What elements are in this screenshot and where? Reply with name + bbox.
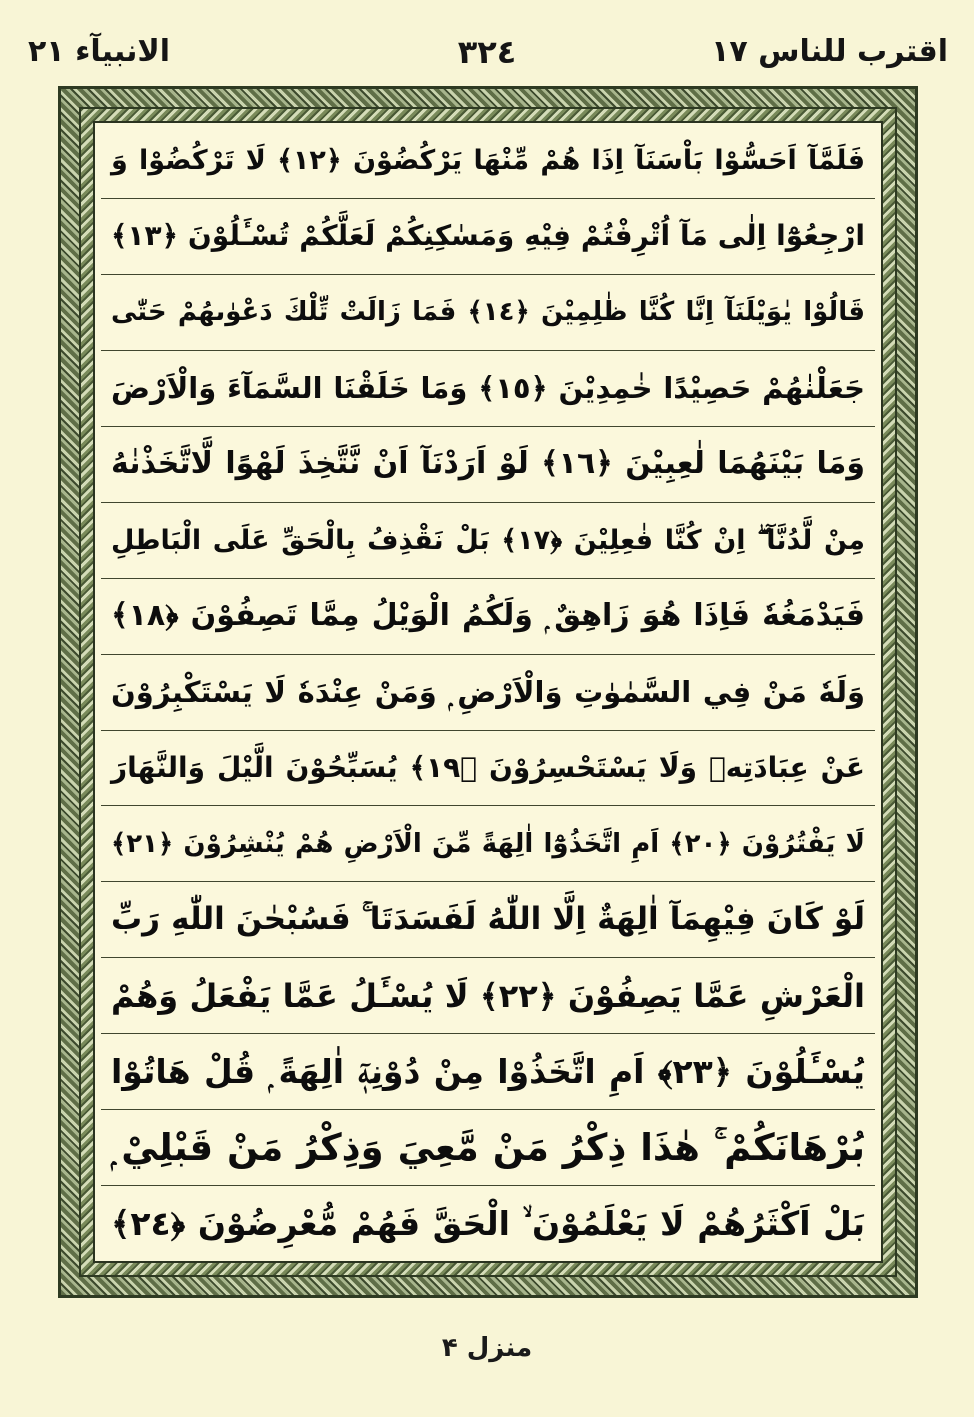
verse-line bbox=[101, 1110, 875, 1186]
juz-title: اقترب للناس ١٧ bbox=[711, 34, 948, 69]
verse-line bbox=[101, 503, 875, 579]
verse-line-text: مِنْ لَّدُنَّآ ۖ اِنْ كُنَّا فٰعِلِيْنَ ﴿١٧﴾ بَلْ نَقْذِفُ بِالْحَقِّ عَلَى الْبَاطِلِ bbox=[111, 524, 865, 556]
verse-line bbox=[101, 199, 875, 275]
verse-line bbox=[101, 427, 875, 503]
verse-line bbox=[101, 275, 875, 351]
verse-line-text: بُرْهَانَكُمْ ۚ هٰذَا ذِكْرُ مَنْ مَّعِيَ وَذِكْرُ مَنْ قَبْلِيْ ۭ bbox=[111, 1126, 865, 1170]
verse-line-text: لَوْ كَانَ فِيْهِمَآ اٰلِهَةٌ اِلَّا اللّٰهُ لَفَسَدَتَا ۚ فَسُبْحٰنَ اللّٰهِ رَبِّ bbox=[111, 901, 865, 938]
verse-line-text: يُسْـَٔلُوْنَ ﴿٢٣﴾ اَمِ اتَّخَذُوْا مِنْ دُوْنِهٖٓ اٰلِهَةً ۭ قُلْ هَاتُوْا bbox=[111, 1052, 865, 1092]
verse-line bbox=[101, 579, 875, 655]
verse-line-text: وَلَهٗ مَنْ فِي السَّمٰوٰتِ وَالْاَرْضِ ۭ وَمَنْ عِنْدَهٗ لَا يَسْتَكْبِرُوْنَ bbox=[111, 674, 865, 709]
verse-line-text: ارْجِعُوْٓا اِلٰى مَآ اُتْرِفْتُمْ فِيْهِ وَمَسٰكِنِكُمْ لَعَلَّكُمْ تُسْـَٔلُوْنَ ﴿١٣﴾ bbox=[111, 219, 865, 253]
verse-line bbox=[101, 958, 875, 1034]
verse-line-text: الْعَرْشِ عَمَّا يَصِفُوْنَ ﴿٢٢﴾ لَا يُسْـَٔلُ عَمَّا يَفْعَلُ وَهُمْ bbox=[111, 976, 866, 1015]
verse-line bbox=[101, 1034, 875, 1110]
page-number: ٣٢٤ bbox=[457, 33, 517, 71]
verse-line-text: عَنْ عِبَادَتِهٖ وَلَا يَسْتَحْسِرُوْنَ ﴿١٩﴾ يُسَبِّحُوْنَ الَّيْلَ وَالنَّهَارَ bbox=[111, 750, 865, 784]
verse-line-text: قَالُوْا يٰوَيْلَنَآ اِنَّا كُنَّا ظٰلِمِيْنَ ﴿١٤﴾ فَمَا زَالَتْ تِّلْكَ دَعْوٰىهُمْ حَتّٰى bbox=[111, 297, 865, 328]
verse-line bbox=[101, 1186, 875, 1261]
ornamental-border bbox=[58, 86, 918, 1298]
text-panel bbox=[93, 121, 883, 1263]
verse-line-text: جَعَلْنٰهُمْ حَصِيْدًا خٰمِدِيْنَ ﴿١٥﴾ وَمَا خَلَقْنَا السَّمَآءَ وَالْاَرْضَ bbox=[111, 370, 865, 405]
verse-lines bbox=[101, 123, 875, 1261]
verse-line bbox=[101, 882, 875, 958]
verse-line-text: فَيَدْمَغُهٗ فَاِذَا هُوَ زَاهِقٌ ۭ وَلَكُمُ الْوَيْلُ مِمَّا تَصِفُوْنَ ﴿١٨﴾ bbox=[111, 598, 865, 634]
verse-line bbox=[101, 123, 875, 199]
verse-line bbox=[101, 806, 875, 882]
surah-title: الانبيآء ٢١ bbox=[28, 34, 171, 69]
page-header bbox=[24, 30, 950, 82]
verse-line bbox=[101, 655, 875, 731]
verse-line-text: وَمَا بَيْنَهُمَا لٰعِبِيْنَ ﴿١٦﴾ لَوْ اَرَدْنَآ اَنْ نَّتَّخِذَ لَهْوًا لَّاتَّخَذْنٰهُ bbox=[111, 446, 865, 482]
border-pattern bbox=[79, 107, 897, 1277]
manzil-footer: منزل ۴ bbox=[441, 1333, 533, 1363]
verse-line bbox=[101, 731, 875, 807]
verse-line-text: لَا يَفْتُرُوْنَ ﴿٢٠﴾ اَمِ اتَّخَذُوْٓا اٰلِهَةً مِّنَ الْاَرْضِ هُمْ يُنْشِرُوْنَ ﴿٢١﴾ bbox=[111, 828, 865, 859]
verse-line-text: بَلْ اَكْثَرُهُمْ لَا يَعْلَمُوْنَ ۙ الْحَقَّ فَهُمْ مُّعْرِضُوْنَ ﴿٢٤﴾ bbox=[111, 1204, 865, 1244]
verse-line bbox=[101, 351, 875, 427]
verse-line-text: فَلَمَّآ اَحَسُّوْا بَاْسَنَآ اِذَا هُمْ مِّنْهَا يَرْكُضُوْنَ ﴿١٢﴾ لَا تَرْكُضُوْا وَ bbox=[111, 144, 865, 176]
